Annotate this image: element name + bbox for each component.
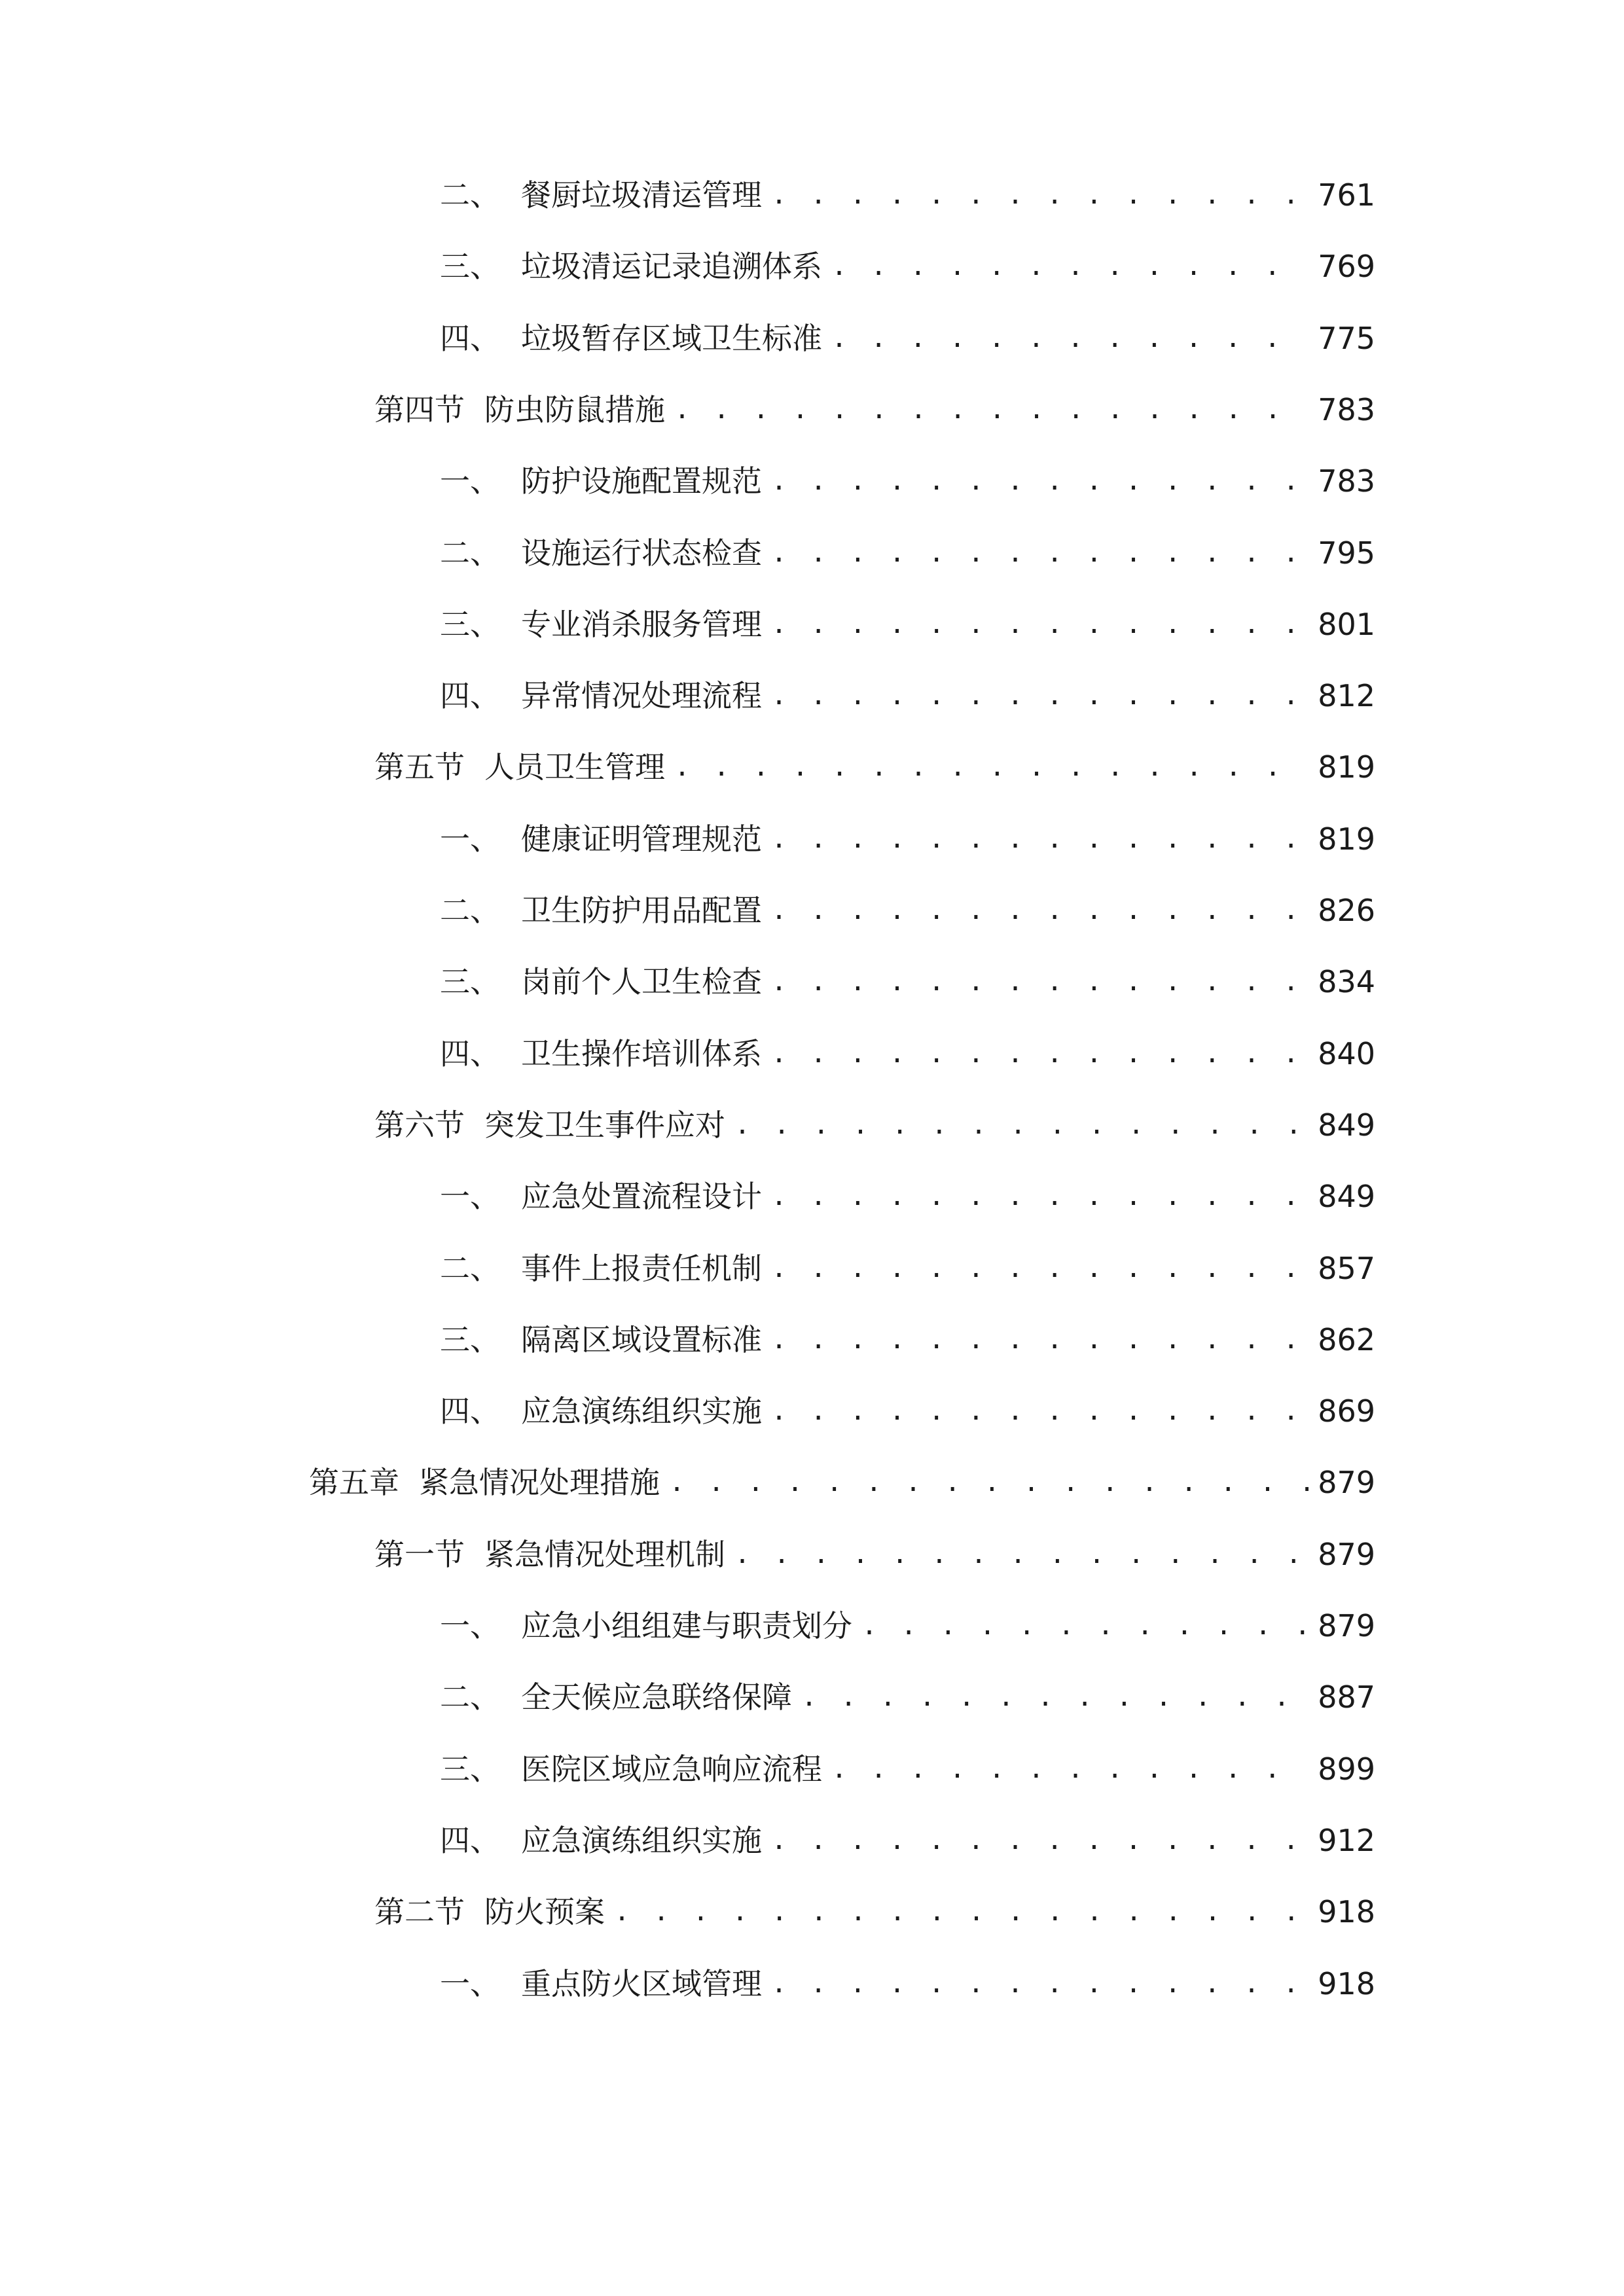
toc-entry-title: 垃圾清运记录追溯体系 [521,249,822,284]
toc-dot-leader [771,816,1308,862]
toc-entry-number: 第五章 [309,1465,399,1500]
toc-entry-page-number: 879 [1318,1465,1375,1500]
toc-entry-page-number: 775 [1318,321,1375,356]
toc-entry-number: 四、 [440,321,500,356]
toc-entry-number: 四、 [440,1823,500,1858]
toc-entry[interactable] [440,816,1375,862]
toc-entry-number: 二、 [440,535,500,571]
toc-entry-number: 第一节 [374,1537,465,1572]
toc-entry-number: 四、 [440,1036,500,1071]
toc-entry-page-number: 826 [1318,893,1375,928]
toc-entry-title: 异常情况处理流程 [521,678,762,713]
toc-dot-leader [771,1317,1308,1363]
toc-entry-number: 第二节 [374,1894,465,1929]
toc-dot-leader [771,601,1308,647]
toc-entry[interactable] [440,1674,1375,1720]
toc-entry-number: 二、 [440,1679,500,1715]
toc-entry-title: 卫生防护用品配置 [521,893,762,928]
toc-entry-page-number: 887 [1318,1679,1375,1715]
toc-entry-page-number: 879 [1318,1537,1375,1572]
toc-dot-leader [801,1674,1308,1720]
toc-entry[interactable] [440,1603,1375,1649]
toc-dot-leader [771,172,1308,218]
toc-entry-title: 卫生操作培训体系 [521,1036,762,1071]
toc-entry-number: 二、 [440,177,500,213]
toc-dot-leader [771,1818,1308,1863]
toc-entry-title: 应急处置流程设计 [521,1179,762,1214]
toc-entry-number: 一、 [440,1179,500,1214]
toc-entry[interactable] [440,1388,1375,1434]
toc-entry-number: 三、 [440,1322,500,1357]
toc-entry-number: 一、 [440,821,500,857]
toc-entry[interactable] [440,888,1375,933]
toc-entry-title: 全天候应急联络保障 [521,1679,792,1715]
toc-entry-title: 防虫防鼠措施 [484,392,665,427]
toc-entry-title: 重点防火区域管理 [521,1966,762,2001]
toc-entry-title: 紧急情况处理措施 [419,1465,660,1500]
toc-entry[interactable] [440,458,1375,504]
toc-entry-title: 隔离区域设置标准 [521,1322,762,1357]
toc-entry[interactable] [374,1102,1375,1148]
toc-dot-leader [771,1174,1308,1219]
toc-dot-leader [734,1532,1308,1577]
toc-entry-title: 防护设施配置规范 [521,463,762,499]
toc-entry-title: 垃圾暂存区域卫生标准 [521,321,822,356]
toc-entry[interactable] [440,601,1375,647]
toc-entry-title: 突发卫生事件应对 [484,1107,725,1143]
toc-entry-title: 设施运行状态检查 [521,535,762,571]
toc-entry[interactable] [440,1246,1375,1291]
toc-entry-number: 三、 [440,1751,500,1787]
toc-entry[interactable] [440,243,1375,289]
toc-dot-leader [771,1961,1308,2007]
toc-entry-page-number: 840 [1318,1036,1375,1071]
toc-entry[interactable] [374,387,1375,433]
toc-entry[interactable] [440,1174,1375,1219]
toc-dot-leader [674,387,1308,433]
toc-dot-leader [614,1889,1308,1935]
toc-entry-page-number: 869 [1318,1393,1375,1429]
toc-dot-leader [771,530,1308,576]
toc-entry-number: 四、 [440,678,500,713]
toc-entry-page-number: 918 [1318,1894,1375,1929]
toc-entry-title: 人员卫生管理 [484,749,665,785]
toc-entry[interactable] [309,1460,1375,1505]
toc-dot-leader [831,1746,1308,1792]
toc-entry[interactable] [440,1317,1375,1363]
toc-entry-title: 医院区域应急响应流程 [521,1751,822,1787]
toc-entry-page-number: 795 [1318,535,1375,571]
toc-entry-number: 第六节 [374,1107,465,1143]
toc-entry-number: 一、 [440,1966,500,2001]
toc-entry-page-number: 819 [1318,749,1375,785]
toc-entry-page-number: 899 [1318,1751,1375,1787]
toc-entry-number: 第五节 [374,749,465,785]
toc-entry-title: 岗前个人卫生检查 [521,964,762,999]
toc-entry-title: 紧急情况处理机制 [484,1537,725,1572]
toc-entry-number: 三、 [440,607,500,642]
toc-entry[interactable] [374,744,1375,790]
toc-entry[interactable] [440,1031,1375,1077]
toc-entry-page-number: 834 [1318,964,1375,999]
toc-entry-title: 餐厨垃圾清运管理 [521,177,762,213]
toc-entry-number: 二、 [440,1251,500,1286]
toc-entry-page-number: 783 [1318,463,1375,499]
toc-entry-title: 事件上报责任机制 [521,1251,762,1286]
toc-dot-leader [831,243,1308,289]
toc-entry-page-number: 879 [1318,1608,1375,1643]
toc-entry-number: 三、 [440,249,500,284]
toc-dot-leader [771,888,1308,933]
toc-entry-title: 专业消杀服务管理 [521,607,762,642]
toc-entry-title: 应急演练组织实施 [521,1393,762,1429]
toc-entry[interactable] [440,315,1375,361]
toc-dot-leader [669,1460,1308,1505]
toc-dot-leader [734,1102,1308,1148]
toc-entry-page-number: 862 [1318,1322,1375,1357]
toc-entry-title: 防火预案 [484,1894,605,1929]
toc-dot-leader [771,458,1308,504]
toc-entry[interactable] [374,1889,1375,1935]
toc-entry-title: 应急小组组建与职责划分 [521,1608,852,1643]
toc-entry-number: 二、 [440,893,500,928]
toc-entry-title: 应急演练组织实施 [521,1823,762,1858]
toc-entry[interactable] [440,1961,1375,2007]
toc-entry-page-number: 819 [1318,821,1375,857]
toc-entry-page-number: 783 [1318,392,1375,427]
toc-entry-number: 第四节 [374,392,465,427]
toc-entry-number: 一、 [440,1608,500,1643]
toc-entry-number: 一、 [440,463,500,499]
toc-entry-page-number: 857 [1318,1251,1375,1286]
toc-entry[interactable] [374,1532,1375,1577]
toc-entry-page-number: 769 [1318,249,1375,284]
toc-entry-title: 健康证明管理规范 [521,821,762,857]
toc-entry-page-number: 849 [1318,1107,1375,1143]
toc-entry-page-number: 812 [1318,678,1375,713]
toc-dot-leader [771,959,1308,1005]
toc-entry[interactable] [440,530,1375,576]
toc-dot-leader [771,1246,1308,1291]
toc-dot-leader [831,315,1308,361]
toc-entry[interactable] [440,1746,1375,1792]
toc-entry-page-number: 918 [1318,1966,1375,2001]
toc-dot-leader [674,744,1308,790]
toc-dot-leader [861,1603,1308,1649]
toc-dot-leader [771,673,1308,719]
toc-entry-number: 三、 [440,964,500,999]
toc-entry[interactable] [440,1818,1375,1863]
toc-entry-page-number: 801 [1318,607,1375,642]
toc-entry[interactable] [440,172,1375,218]
toc-dot-leader [771,1388,1308,1434]
toc-entry-page-number: 849 [1318,1179,1375,1214]
toc-entry-page-number: 912 [1318,1823,1375,1858]
toc-entry[interactable] [440,673,1375,719]
toc-entry-page-number: 761 [1318,177,1375,213]
toc-entry-number: 四、 [440,1393,500,1429]
toc-entry[interactable] [440,959,1375,1005]
toc-dot-leader [771,1031,1308,1077]
